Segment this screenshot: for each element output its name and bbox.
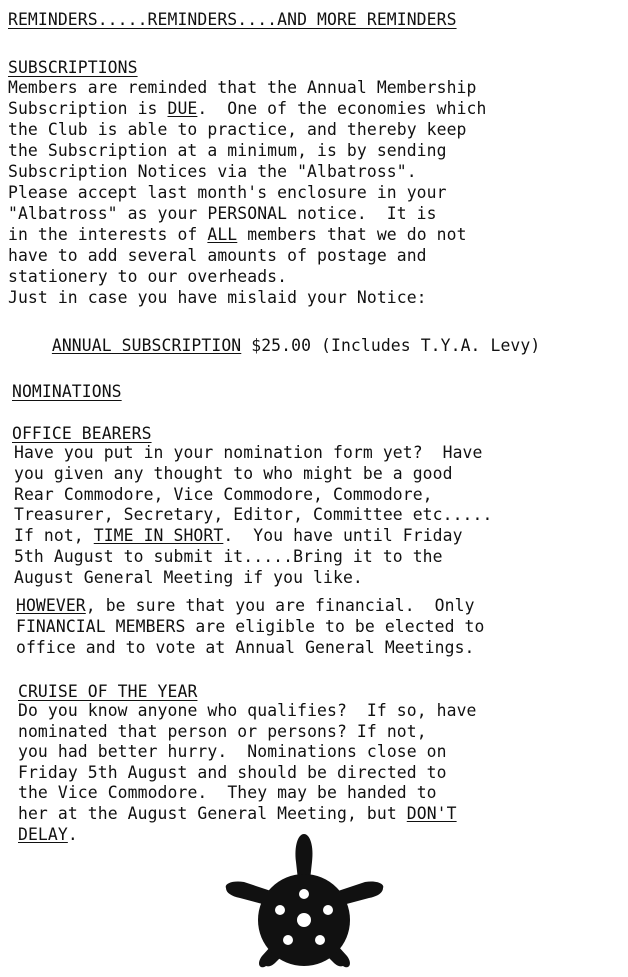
text-run: Friday 5th August and should be directed to — [18, 762, 447, 782]
text-run: the Club is able to practice, and thereby keep — [8, 120, 467, 139]
subscriptions-line — [8, 246, 427, 266]
cruise-line — [18, 701, 477, 721]
text-run: you given any thought to who might be a good — [14, 463, 453, 483]
text-run: Rear Commodore, Vice Commodore, Commodore, — [14, 484, 433, 504]
text-run: If not, — [14, 526, 94, 546]
cruise-line — [18, 722, 427, 742]
text-run: have to add several amounts of postage and — [8, 246, 427, 265]
cruise-heading: CRUISE OF THE YEAR — [18, 682, 198, 701]
text-run: nominated that person or persons? If not, — [18, 721, 427, 741]
underlined-text: ALL — [207, 225, 238, 244]
underlined-text: DON'T — [406, 804, 457, 823]
subscriptions-line — [8, 99, 486, 119]
subscriptions-line — [8, 162, 417, 182]
text-run: Treasurer, Secretary, Editor, Committee etc..... — [14, 505, 493, 525]
text-run: Just in case you have mislaid your Notice: — [8, 288, 427, 307]
subscriptions-line — [8, 267, 287, 287]
annual-subscription-label: ANNUAL SUBSCRIPTION — [51, 336, 242, 355]
cruise-line — [18, 804, 457, 824]
cruise-line — [18, 783, 437, 803]
financial-note-line — [16, 638, 475, 658]
annual-subscription-fee: $25.00 (Includes T.Y.A. Levy) — [241, 336, 541, 355]
text-run: the Vice Commodore. They may be handed to — [18, 783, 437, 803]
text-run: FINANCIAL MEMBERS are eligible to be elected to — [16, 617, 485, 636]
text-run: stationery to our overheads. — [8, 267, 288, 286]
cruise-line — [18, 742, 447, 762]
underlined-text: DUE — [167, 99, 198, 118]
text-run: members that we do not — [237, 225, 467, 244]
text-run: Please accept last month's enclosure in your — [8, 183, 447, 202]
text-run: Subscription is — [8, 99, 168, 118]
office-bearers-line — [14, 568, 363, 588]
office-bearers-line — [14, 547, 443, 567]
subscriptions-line — [8, 183, 447, 203]
cruise-line — [18, 825, 78, 845]
nominations-heading: NOMINATIONS — [12, 382, 122, 401]
text-run: the Subscription at a minimum, is by sending — [8, 141, 447, 160]
office-bearers-line — [14, 464, 453, 484]
subscriptions-line — [8, 141, 447, 161]
financial-note-line — [16, 596, 475, 616]
subscriptions-line — [8, 225, 467, 245]
text-run: , be sure that you are financial. Only — [85, 596, 475, 615]
text-run: you had better hurry. Nominations close on — [18, 742, 447, 762]
underlined-text: HOWEVER — [16, 596, 86, 615]
text-run: Subscription Notices via the "Albatross". — [8, 162, 417, 181]
subscriptions-line — [8, 120, 467, 140]
underlined-text: TIME IN SHORT — [93, 526, 224, 546]
financial-note-line — [16, 617, 485, 637]
text-run: office and to vote at Annual General Meetings. — [16, 638, 475, 657]
office-bearers-line — [14, 526, 463, 546]
underlined-text: DELAY — [18, 824, 68, 844]
ships-wheel-icon — [222, 832, 387, 977]
page-title: REMINDERS.....REMINDERS....AND MORE REMINDERS — [8, 10, 457, 29]
subscriptions-line — [8, 204, 437, 224]
text-run: "Albatross" as your PERSONAL notice. It is — [8, 204, 437, 223]
office-bearers-heading: OFFICE BEARERS — [12, 424, 152, 443]
office-bearers-line — [14, 443, 483, 463]
text-run: August General Meeting if you like. — [14, 567, 363, 587]
subscriptions-heading: SUBSCRIPTIONS — [8, 58, 138, 77]
text-run: . One of the economies which — [197, 99, 487, 118]
cruise-line — [18, 763, 447, 783]
text-run: . — [67, 824, 78, 844]
text-run: in the interests of — [8, 225, 208, 244]
subscriptions-line — [8, 288, 427, 308]
office-bearers-line — [14, 485, 433, 505]
text-run: her at the August General Meeting, but — [18, 804, 407, 823]
text-run: 5th August to submit it.....Bring it to the — [14, 547, 443, 566]
subscriptions-line — [8, 78, 477, 98]
office-bearers-line — [14, 505, 492, 525]
text-run: . You have until Friday — [223, 526, 463, 546]
annual-subscription-line — [12, 316, 540, 376]
text-run: Members are reminded that the Annual Membership — [8, 78, 477, 97]
text-run: Have you put in your nomination form yet? Have — [14, 443, 483, 462]
text-run: Do you know anyone who qualifies? If so, have — [18, 701, 477, 720]
